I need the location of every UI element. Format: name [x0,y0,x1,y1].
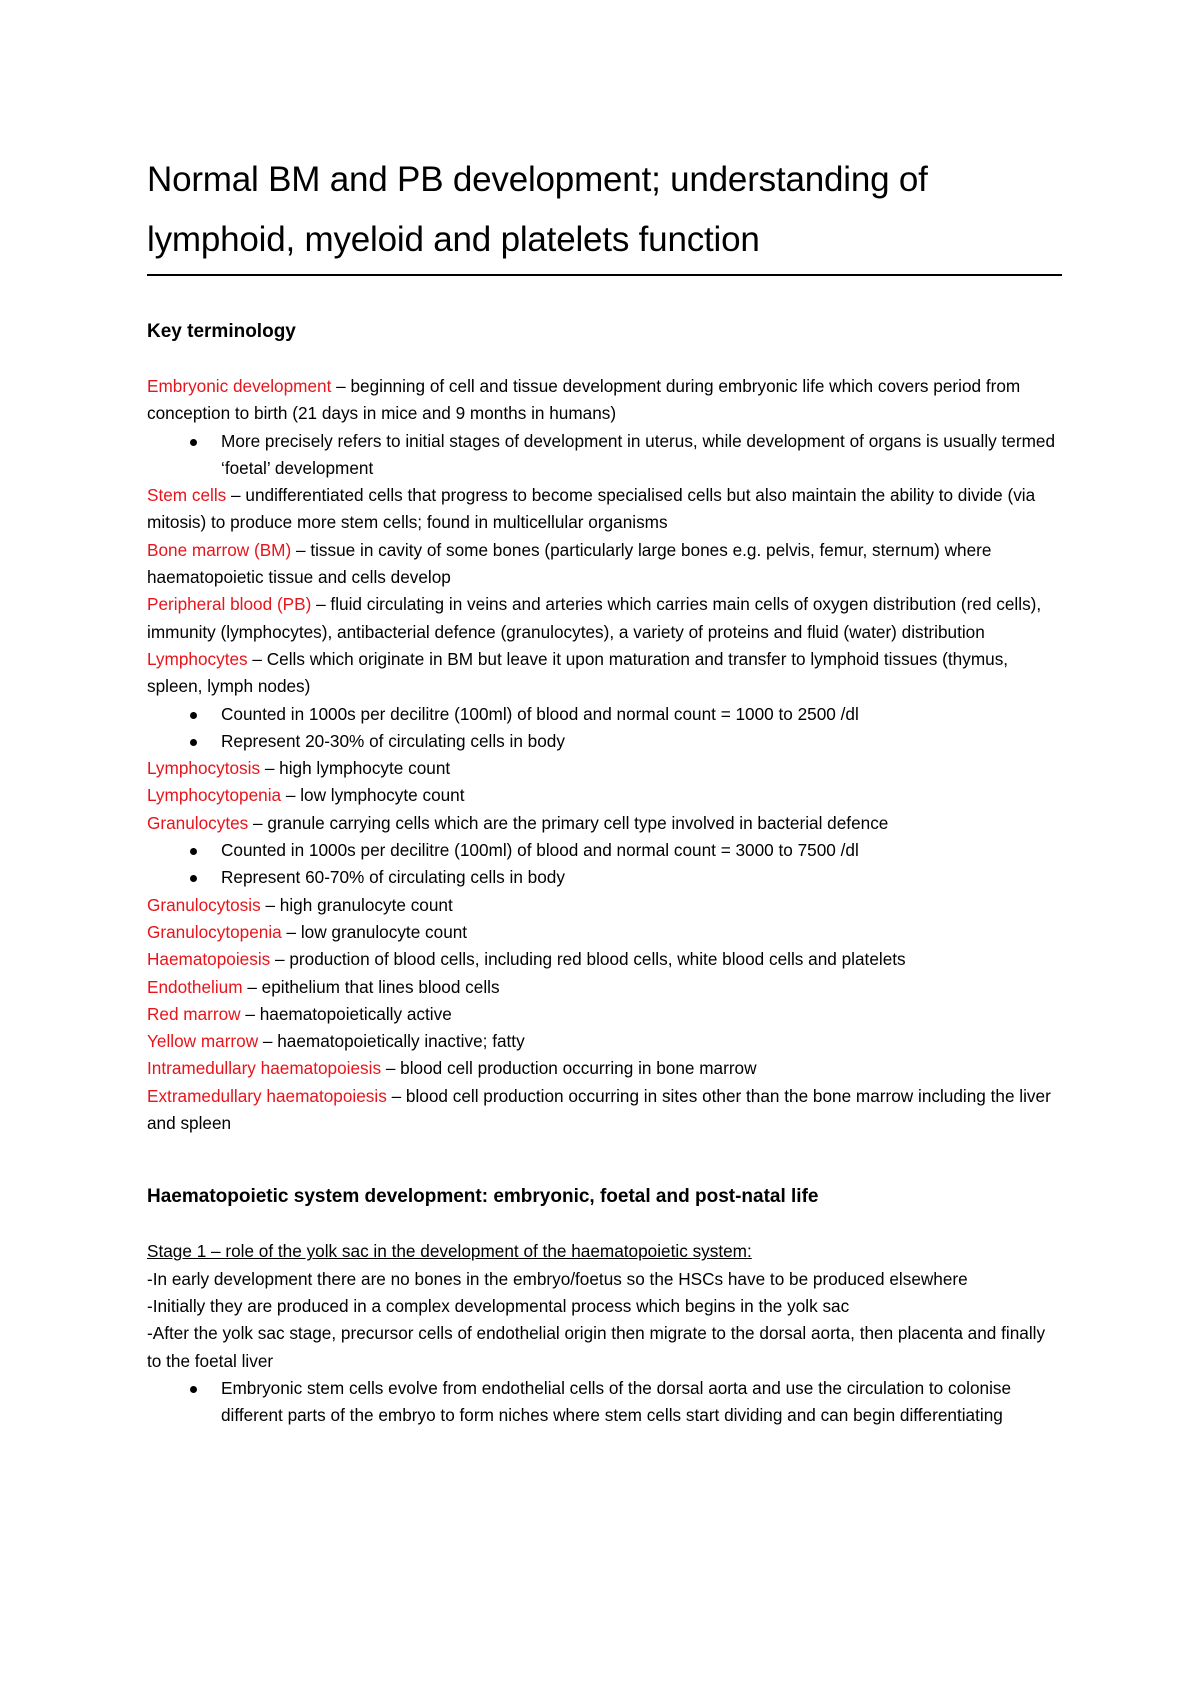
term-entry-embryonic-development [147,373,1062,428]
term-label: Intramedullary haematopoiesis [147,1058,382,1079]
term-label: Granulocytosis [147,894,261,915]
term-label: Bone marrow (BM) [147,539,292,560]
bullet-icon [190,712,197,719]
key-terminology-heading: Key terminology [147,321,296,342]
term-label: Haematopoiesis [147,949,271,970]
bullet-text: Counted in 1000s per decilitre (100ml) of blood and normal count = 3000 to 7500 /dl [221,840,859,861]
term-entry-stem-cells [147,482,1062,537]
haematopoietic-section-heading: Haematopoietic system development: embryonic, foetal and post-natal life [147,1186,819,1208]
spacer [147,1137,1062,1183]
term-entry-yellow-marrow [147,1028,1062,1055]
term-label: Red marrow [147,1003,241,1024]
page-title: Normal BM and PB development; understanding of lymphoid, myeloid and platelets function [147,150,1062,276]
term-entry-granulocytes [147,810,1062,837]
term-definition: – Cells which originate in BM but leave it upon maturation and transfer to lymphoid tissues (thymus, spleen, lymph nodes) [147,648,1009,697]
key-terminology-list [147,373,1062,1137]
term-label: Extramedullary haematopoiesis [147,1085,387,1106]
term-entry-extramedullary-haematopoiesis [147,1083,1062,1138]
stage1-line: -After the yolk sac stage, precursor cells of endothelial origin then migrate to the dorsal aorta, then placenta and finally to the foetal liver [147,1323,1046,1371]
list-item [221,428,1062,483]
term-definition: – low granulocyte count [281,921,468,942]
document-page [147,150,1062,1429]
list-item [221,864,1062,891]
lymphocyte-bullets [147,701,1062,756]
bullet-icon [190,739,197,746]
term-entry-granulocytopenia [147,919,1062,946]
term-label: Endothelium [147,976,243,997]
list-item [221,837,1062,864]
term-definition: – high granulocyte count [260,894,453,915]
bullet-icon [190,875,197,882]
term-definition: – low lymphocyte count [281,785,465,806]
term-entry-granulocytosis [147,892,1062,919]
bullet-icon [190,848,197,855]
bullet-text: Counted in 1000s per decilitre (100ml) of blood and normal count = 1000 to 2500 /dl [221,703,859,724]
bullet-icon [190,1386,197,1393]
term-definition: – undifferentiated cells that progress to become specialised cells but also maintain the ability to divide (via mitosis) to produce more stem cells; found in multicellular organisms [147,485,1036,533]
term-label: Lymphocytopenia [147,785,282,806]
term-entry-intramedullary-haematopoiesis [147,1055,1062,1082]
term-definition: – haematopoietically inactive; fatty [258,1031,525,1052]
term-label: Lymphocytes [147,648,248,669]
term-entry-lymphocytopenia [147,782,1062,809]
spacer [147,276,1062,318]
term-definition: – tissue in cavity of some bones (particularly large bones e.g. pelvis, femur, sternum) where haematopoietic tissue and cells develop [147,539,992,588]
term-label: Yellow marrow [147,1031,259,1052]
term-label: Granulocytes [147,812,249,833]
stage1-line: -In early development there are no bones in the embryo/foetus so the HSCs have to be produced elsewhere [147,1268,968,1289]
term-label: Embryonic development [147,376,332,396]
list-item [221,1375,1062,1430]
term-entry-endothelium [147,974,1062,1001]
list-item [221,728,1062,755]
embryonic-bullets [147,428,1062,483]
term-label: Stem cells [147,485,227,506]
term-entry-peripheral-blood [147,591,1062,646]
term-entry-red-marrow [147,1001,1062,1028]
term-definition: – blood cell production occurring in bone marrow [381,1058,757,1079]
term-definition: – epithelium that lines blood cells [242,976,500,997]
term-entry-lymphocytosis [147,755,1062,782]
term-label: Granulocytopenia [147,921,282,942]
stage1-line: -Initially they are produced in a complex developmental process which begins in the yolk sac [147,1295,850,1316]
granulocyte-bullets [147,837,1062,892]
term-entry-haematopoiesis [147,946,1062,973]
term-definition: – granule carrying cells which are the primary cell type involved in bacterial defence [248,812,889,833]
term-definition: – beginning of cell and tissue development during embryonic life which covers period from conception to birth (21 days in mice and 9 months in humans) [147,376,1021,424]
term-definition: – blood cell production occurring in sites other than the bone marrow including the liver and spleen [147,1085,1051,1134]
term-definition: – haematopoietically active [240,1003,452,1024]
stage1-heading: Stage 1 – role of the yolk sac in the development of the haematopoietic system: [147,1241,752,1262]
spacer [147,345,1062,373]
term-definition: – fluid circulating in veins and arteries which carries main cells of oxygen distribution (red cells), immunity (lymphocytes), antibacterial defence (granulocytes), a variety of proteins and fluid (water) distribution [147,594,1042,642]
haematopoietic-section-body [147,1238,1062,1429]
term-definition: – production of blood cells, including red blood cells, white blood cells and platelets [270,949,906,970]
bullet-text: Represent 60-70% of circulating cells in body [221,867,565,888]
bullet-text: More precisely refers to initial stages of development in uterus, while development of organs is usually termed ‘foetal’ development [221,430,1056,478]
term-definition: – high lymphocyte count [260,758,451,779]
term-label: Lymphocytosis [147,758,261,779]
bullet-icon [190,439,197,446]
term-label: Peripheral blood (PB) [147,594,312,615]
spacer [147,1210,1062,1238]
list-item [221,701,1062,728]
stage1-bullets [147,1375,1062,1430]
term-entry-lymphocytes [147,646,1062,701]
bullet-text: Represent 20-30% of circulating cells in body [221,730,565,751]
bullet-text: Embryonic stem cells evolve from endothelial cells of the dorsal aorta and use the circulation to colonise different parts of the embryo to form niches where stem cells start dividing and can begin differentiating [221,1377,1012,1426]
term-entry-bone-marrow [147,537,1062,592]
